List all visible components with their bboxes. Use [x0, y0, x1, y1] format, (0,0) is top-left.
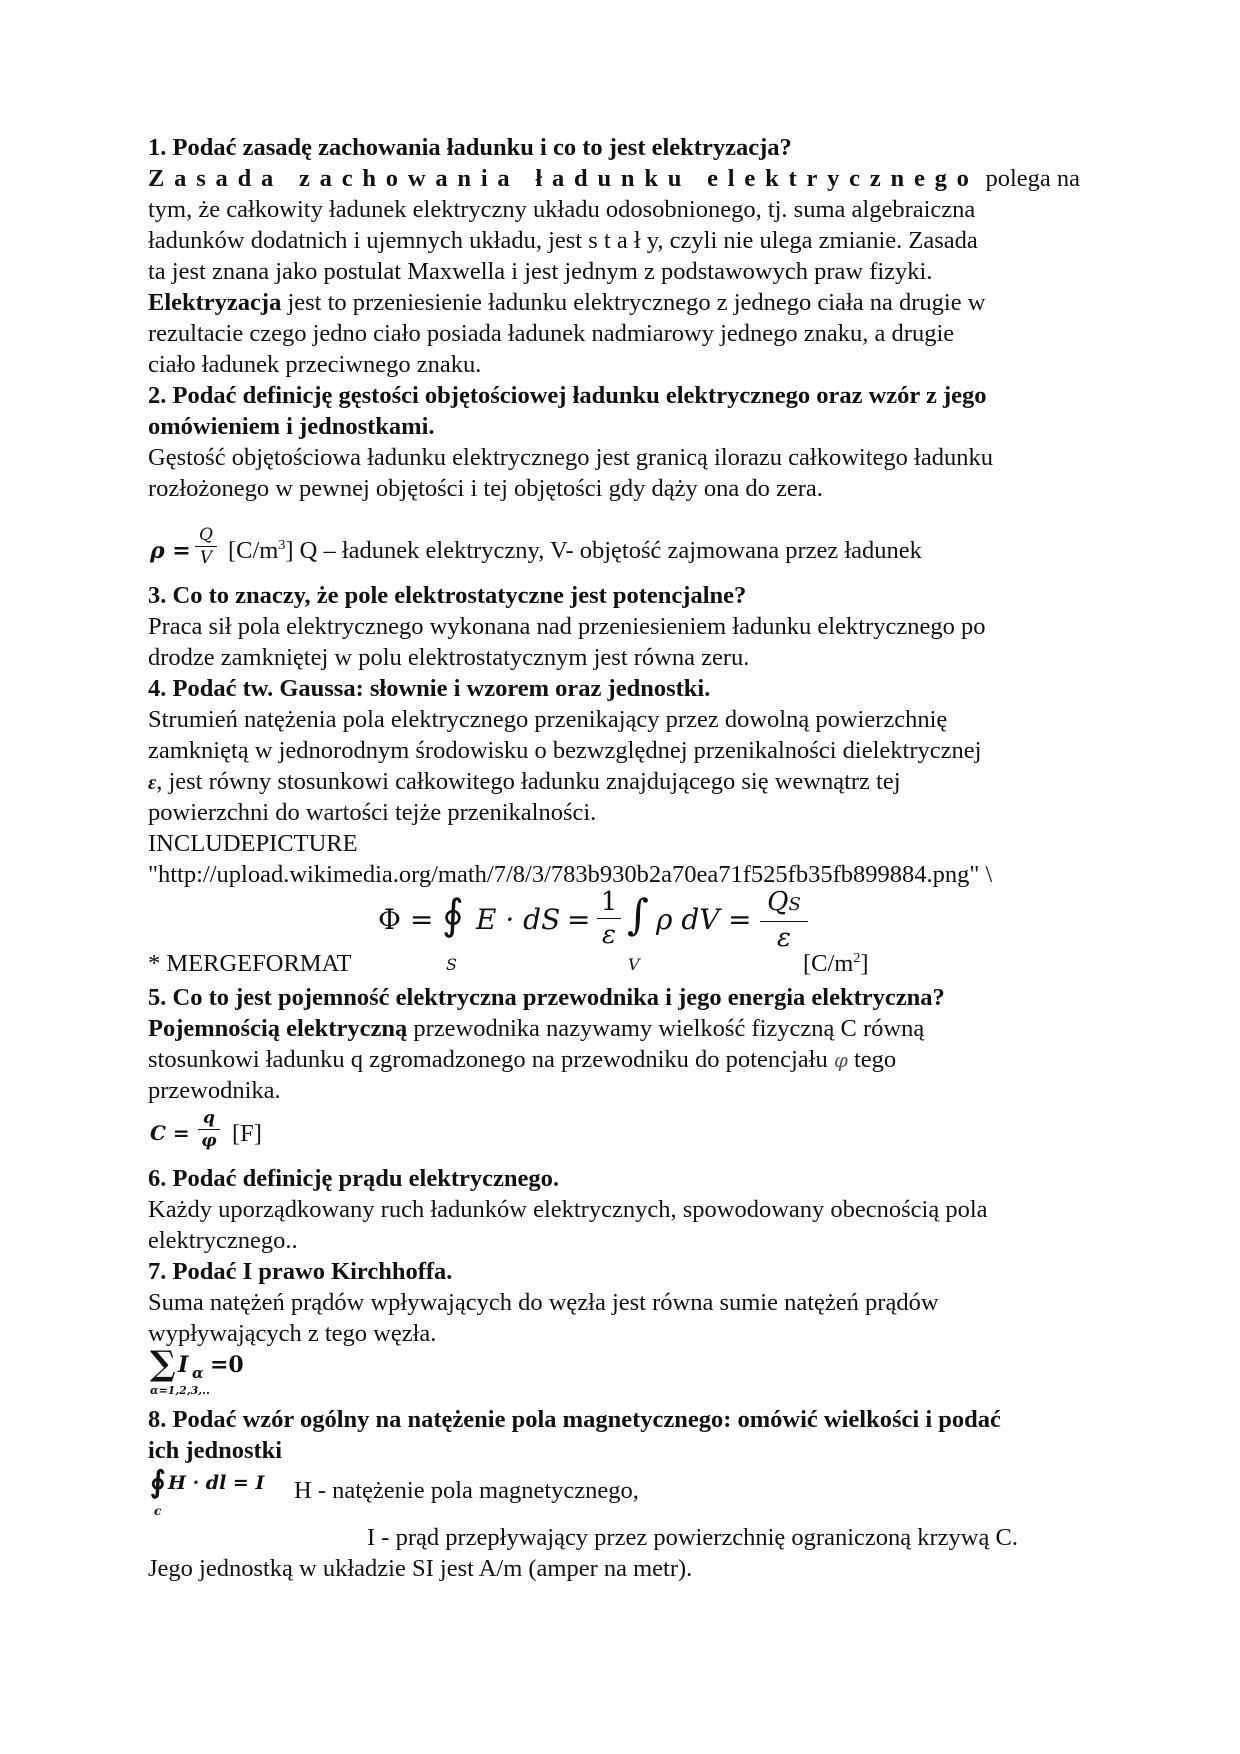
q1-elektryzacja-term: Elektryzacja: [148, 289, 282, 316]
q4-line-2: zamkniętą w jednorodnym środowisku o bezwzględnej przenikalności dielektrycznej: [148, 737, 982, 764]
q4-field-code-1: INCLUDEPICTURE: [148, 830, 358, 857]
q5-formula-fraction: [198, 1107, 220, 1152]
q6-heading: 6. Podać definicję prądu elektrycznego.: [148, 1165, 559, 1192]
q1-line-5: rezultacie czego jedno ciało posiada ładunek nadmiarowy jednego znaku, a drugie: [148, 320, 955, 347]
q2-heading-2: omówieniem i jednostkami.: [148, 413, 435, 440]
kirchhoff-eq: =0: [210, 1352, 244, 1378]
q4-heading: 4. Podać tw. Gaussa: słownie i wzorem oraz jednostki.: [148, 675, 711, 702]
q2-heading-1: 2. Podać definicję gęstości objętościowej ładunku elektrycznego oraz wzór z jego: [148, 382, 987, 409]
q4-field-code-3: * MERGEFORMAT: [148, 950, 352, 977]
gauss-rho-dv: ρ dV: [656, 903, 720, 936]
q2-unit-pre: [C/m: [228, 537, 279, 564]
q2-formula-description: [228, 535, 922, 566]
q4-line-4: powierzchni do wartości tejże przenikalności.: [148, 799, 597, 826]
q5-line-2-tail: tego: [847, 1046, 897, 1073]
q1-line-3: ta jest znana jako postulat Maxwella i jest jednym z podstawowych praw fizyki.: [148, 258, 933, 285]
q1-line-2: ładunków dodatnich i ujemnych układu, jest s t a ł y, czyli nie ulega zmianie. Zasada: [148, 227, 978, 254]
gauss-phi: Φ: [378, 903, 401, 936]
gauss-q-sub: S: [788, 894, 801, 915]
q2-line-2: rozłożonego w pewnej objętości i tej objętości gdy dąży ona do zera.: [148, 475, 823, 502]
gauss-bar-2: [760, 921, 808, 922]
q1-heading: 1. Podać zasadę zachowania ładunku i co to jest elektryzacja?: [148, 134, 792, 161]
q4-unit-post: ]: [860, 950, 869, 977]
kirchhoff-sum: ∑: [150, 1344, 176, 1384]
gauss-int: ∫: [627, 890, 649, 939]
gauss-e-dot-ds: E · dS: [476, 903, 561, 936]
q7-heading: 7. Podać I prawo Kirchhoffa.: [148, 1258, 453, 1285]
q5-line-1-rest: przewodnika nazywamy wielkość fizyczną C równą: [407, 1015, 925, 1042]
q8-h-description: H - natężenie pola magnetycznego,: [294, 1477, 639, 1504]
q3-heading: 3. Co to znaczy, że pole elektrostatyczne jest potencjalne?: [148, 582, 747, 609]
q4-unit-pre: [C/m: [803, 950, 854, 977]
kirchhoff-alpha: α: [192, 1364, 204, 1382]
q5-line-2-text: stosunkowi ładunku q zgromadzonego na przewodniku do potencjału: [148, 1046, 834, 1073]
q7-line-2: wypływających z tego węzła.: [148, 1320, 437, 1347]
q6-line-2: elektrycznego..: [148, 1227, 298, 1254]
q8-i-description: I - prąd przepływający przez powierzchnię ograniczoną krzywą C.: [367, 1524, 1018, 1551]
q3-line-2: drodze zamkniętej w polu elektrostatycznym jest równa zeru.: [148, 644, 750, 671]
q7-line-1: Suma natężeń prądów wpływających do węzła jest równa sumie natężeń prądów: [148, 1289, 939, 1316]
q2-unit-post: ] Q – ładunek elektryczny, V- objętość zajmowana przez ładunek: [285, 537, 922, 564]
gauss-fraction-2: [760, 886, 808, 954]
q5-formula-bar: [198, 1129, 220, 1130]
q2-unit-exp: 3: [278, 537, 286, 553]
q2-formula-fraction: [195, 524, 217, 569]
kirchhoff-range: α=1,2,3,..: [150, 1384, 210, 1397]
q2-line-1: Gęstość objętościowa ładunku elektrycznego jest granicą ilorazu całkowitego ładunku: [148, 444, 993, 471]
q4-unit-exp: 2: [853, 950, 861, 966]
q4-field-code-2: "http://upload.wikimedia.org/math/7/8/3/783b930b2a70ea71f525fb35fb899884.png" \: [148, 861, 993, 888]
gauss-eq-3: =: [728, 903, 752, 936]
q1-term-tail: polega na: [985, 165, 1080, 192]
gauss-one: 1: [600, 887, 618, 917]
q2-formula-lhs: ρ =: [150, 538, 191, 564]
q5-unit: [F]: [232, 1120, 262, 1147]
gauss-sub-v: V: [628, 955, 640, 974]
gauss-oint: ∮: [442, 890, 464, 939]
ampere-oint: ∮: [150, 1465, 166, 1500]
ampere-body: H · dl = I: [168, 1472, 265, 1494]
q4-line-1: Strumień natężenia pola elektrycznego przenikający przez dowolną powierzchnię: [148, 706, 948, 733]
q1-term-line: [148, 163, 1080, 194]
q4-epsilon-line: [148, 766, 901, 799]
q4-epsilon-text: , jest równy stosunkowi całkowitego ładunku znajdującego się wewnątrz tej: [156, 768, 901, 795]
q8-heading-1: 8. Podać wzór ogólny na natężenie pola magnetycznego: omówić wielkości i podać: [148, 1406, 1001, 1433]
ampere-sub-c: c: [154, 1504, 162, 1518]
q2-formula-den: V: [199, 548, 213, 568]
q3-line-1: Praca sił pola elektrycznego wykonana nad przeniesieniem ładunku elektrycznego po: [148, 613, 986, 640]
q2-formula-bar: [195, 546, 217, 547]
q5-line-3: przewodnika.: [148, 1077, 281, 1104]
q5-formula-lhs: C =: [150, 1121, 190, 1145]
q5-formula-num: q: [203, 1108, 215, 1128]
q2-formula-num: Q: [199, 525, 213, 545]
q1-term: Zasada zachowania ładunku elektrycznego: [148, 165, 979, 192]
gauss-eps: ε: [602, 920, 616, 950]
gauss-bar-1: [597, 918, 621, 919]
q5-line-1: [148, 1013, 924, 1044]
q1-elektryzacja-line: [148, 287, 985, 318]
q5-heading: 5. Co to jest pojemność elektryczna przewodnika i jego energia elektryczna?: [148, 984, 945, 1011]
q6-line-1: Każdy uporządkowany ruch ładunków elektrycznych, spowodowany obecnością pola: [148, 1196, 988, 1223]
q1-line-1: tym, że całkowity ładunek elektryczny układu odosobnionego, tj. suma algebraiczna: [148, 196, 976, 223]
q4-epsilon-symbol: ε: [148, 772, 157, 794]
q8-unit-line: Jego jednostką w układzie SI jest A/m (amper na metr).: [148, 1555, 693, 1582]
q4-unit: [803, 948, 869, 979]
gauss-fraction-1: [597, 886, 621, 951]
gauss-eq-2: =: [567, 903, 591, 936]
q8-heading-2: ich jednostki: [148, 1437, 283, 1464]
q1-elektryzacja-text: jest to przeniesienie ładunku elektrycznego z jednego ciała na drugie w: [281, 289, 986, 316]
q5-line-2: [148, 1044, 896, 1076]
gauss-qs: [767, 887, 801, 917]
gauss-q: Q: [767, 887, 789, 917]
kirchhoff-i: I: [178, 1352, 189, 1378]
gauss-eq-1: =: [410, 903, 434, 936]
q1-line-6: ciało ładunek przeciwnego znaku.: [148, 351, 482, 378]
q5-term: Pojemnością elektryczną: [148, 1015, 408, 1042]
gauss-eps-2: ε: [777, 923, 791, 953]
gauss-sub-s: S: [446, 955, 457, 974]
q5-phi-symbol: φ: [833, 1048, 848, 1072]
q5-formula-den: φ: [201, 1131, 217, 1151]
